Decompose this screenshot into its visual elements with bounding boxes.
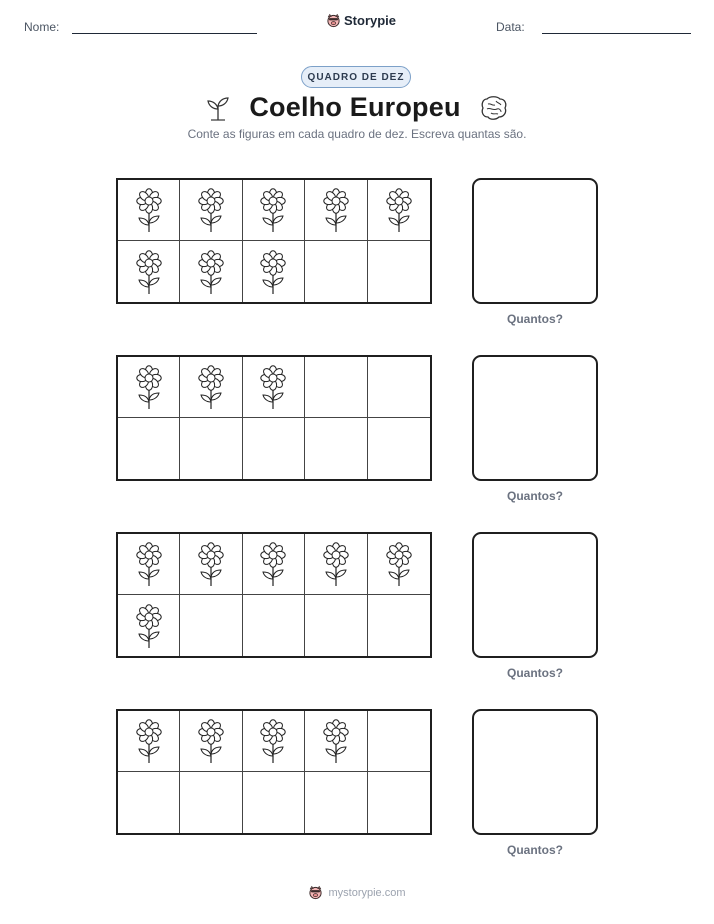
flower-icon xyxy=(132,718,166,764)
flower-icon xyxy=(319,541,353,587)
flower-icon xyxy=(256,364,290,410)
flower-icon xyxy=(319,718,353,764)
page-title: Coelho Europeu xyxy=(249,92,461,122)
answer-box-4[interactable] xyxy=(472,709,598,835)
ten-frame-cell xyxy=(118,241,180,302)
ten-frame-cell xyxy=(180,357,242,418)
pig-mascot-icon xyxy=(308,885,323,900)
ten-frame-cell xyxy=(118,595,180,656)
ten-frame-cell xyxy=(180,418,242,479)
ten-frame-cell xyxy=(243,418,305,479)
ten-frame-cell xyxy=(368,180,430,241)
name-line[interactable] xyxy=(72,33,257,34)
ten-frame-cell xyxy=(305,418,367,479)
ten-frame-cell xyxy=(305,180,367,241)
flower-icon xyxy=(256,249,290,295)
flower-icon xyxy=(194,541,228,587)
ten-frame-cell xyxy=(305,595,367,656)
flower-icon xyxy=(382,187,416,233)
flower-icon xyxy=(194,364,228,410)
flower-icon xyxy=(319,187,353,233)
ten-frame-cell xyxy=(368,772,430,833)
date-label: Data: xyxy=(496,20,525,34)
ten-frame-cell xyxy=(243,711,305,772)
ten-frame-cell xyxy=(118,418,180,479)
ten-frame-cell xyxy=(305,772,367,833)
flower-icon xyxy=(132,364,166,410)
ten-frame-cell xyxy=(180,180,242,241)
ten-frame-cell xyxy=(180,772,242,833)
flower-icon xyxy=(194,187,228,233)
ten-frame-cell xyxy=(368,534,430,595)
answer-box-3[interactable] xyxy=(472,532,598,658)
question-label-4: Quantos? xyxy=(507,843,563,857)
ten-frame-cell xyxy=(180,595,242,656)
footer xyxy=(0,885,714,900)
flower-icon xyxy=(382,541,416,587)
footer-site: mystorypie.com xyxy=(328,886,406,899)
ten-frame-cell xyxy=(368,418,430,479)
ten-frame-cell xyxy=(305,241,367,302)
sprout-icon xyxy=(205,94,231,122)
flower-icon xyxy=(194,249,228,295)
question-label-3: Quantos? xyxy=(507,666,563,680)
ten-frame-cell xyxy=(180,241,242,302)
ten-frame-1 xyxy=(116,178,432,304)
answer-box-2[interactable] xyxy=(472,355,598,481)
ten-frame-cell xyxy=(368,241,430,302)
ten-frame-4 xyxy=(116,709,432,835)
flower-icon xyxy=(256,541,290,587)
ten-frame-cell xyxy=(305,711,367,772)
ten-frame-cell xyxy=(118,534,180,595)
instructions: Conte as figuras em cada quadro de dez. Escreva quantas são. xyxy=(187,127,527,141)
ten-frame-2 xyxy=(116,355,432,481)
ten-frame-cell xyxy=(305,357,367,418)
flower-icon xyxy=(256,187,290,233)
worksheet-type-badge: QUADRO DE DEZ xyxy=(301,66,411,88)
flower-icon xyxy=(256,718,290,764)
pig-mascot-icon xyxy=(326,13,341,28)
question-label-1: Quantos? xyxy=(507,312,563,326)
ten-frame-cell xyxy=(305,534,367,595)
ten-frame-cell xyxy=(118,711,180,772)
ten-frame-cell xyxy=(243,357,305,418)
ten-frame-cell xyxy=(118,772,180,833)
flower-icon xyxy=(132,249,166,295)
ten-frame-cell xyxy=(243,534,305,595)
brand-logo xyxy=(326,13,396,28)
flower-icon xyxy=(132,541,166,587)
ten-frame-cell xyxy=(243,772,305,833)
ten-frame-cell xyxy=(118,180,180,241)
ten-frame-cell xyxy=(368,711,430,772)
brand-name: Storypie xyxy=(344,13,397,28)
ten-frame-3 xyxy=(116,532,432,658)
ten-frame-cell xyxy=(368,357,430,418)
ten-frame-cell xyxy=(368,595,430,656)
date-line[interactable] xyxy=(542,33,691,34)
ten-frame-cell xyxy=(180,534,242,595)
flower-icon xyxy=(132,603,166,649)
flower-icon xyxy=(132,187,166,233)
ten-frame-cell xyxy=(243,180,305,241)
ten-frame-cell xyxy=(243,595,305,656)
flower-icon xyxy=(194,718,228,764)
question-label-2: Quantos? xyxy=(507,489,563,503)
ten-frame-cell xyxy=(243,241,305,302)
title-row xyxy=(0,92,714,123)
ten-frame-cell xyxy=(118,357,180,418)
answer-box-1[interactable] xyxy=(472,178,598,304)
name-label: Nome: xyxy=(24,20,60,34)
ten-frame-cell xyxy=(180,711,242,772)
brain-icon xyxy=(479,94,509,122)
